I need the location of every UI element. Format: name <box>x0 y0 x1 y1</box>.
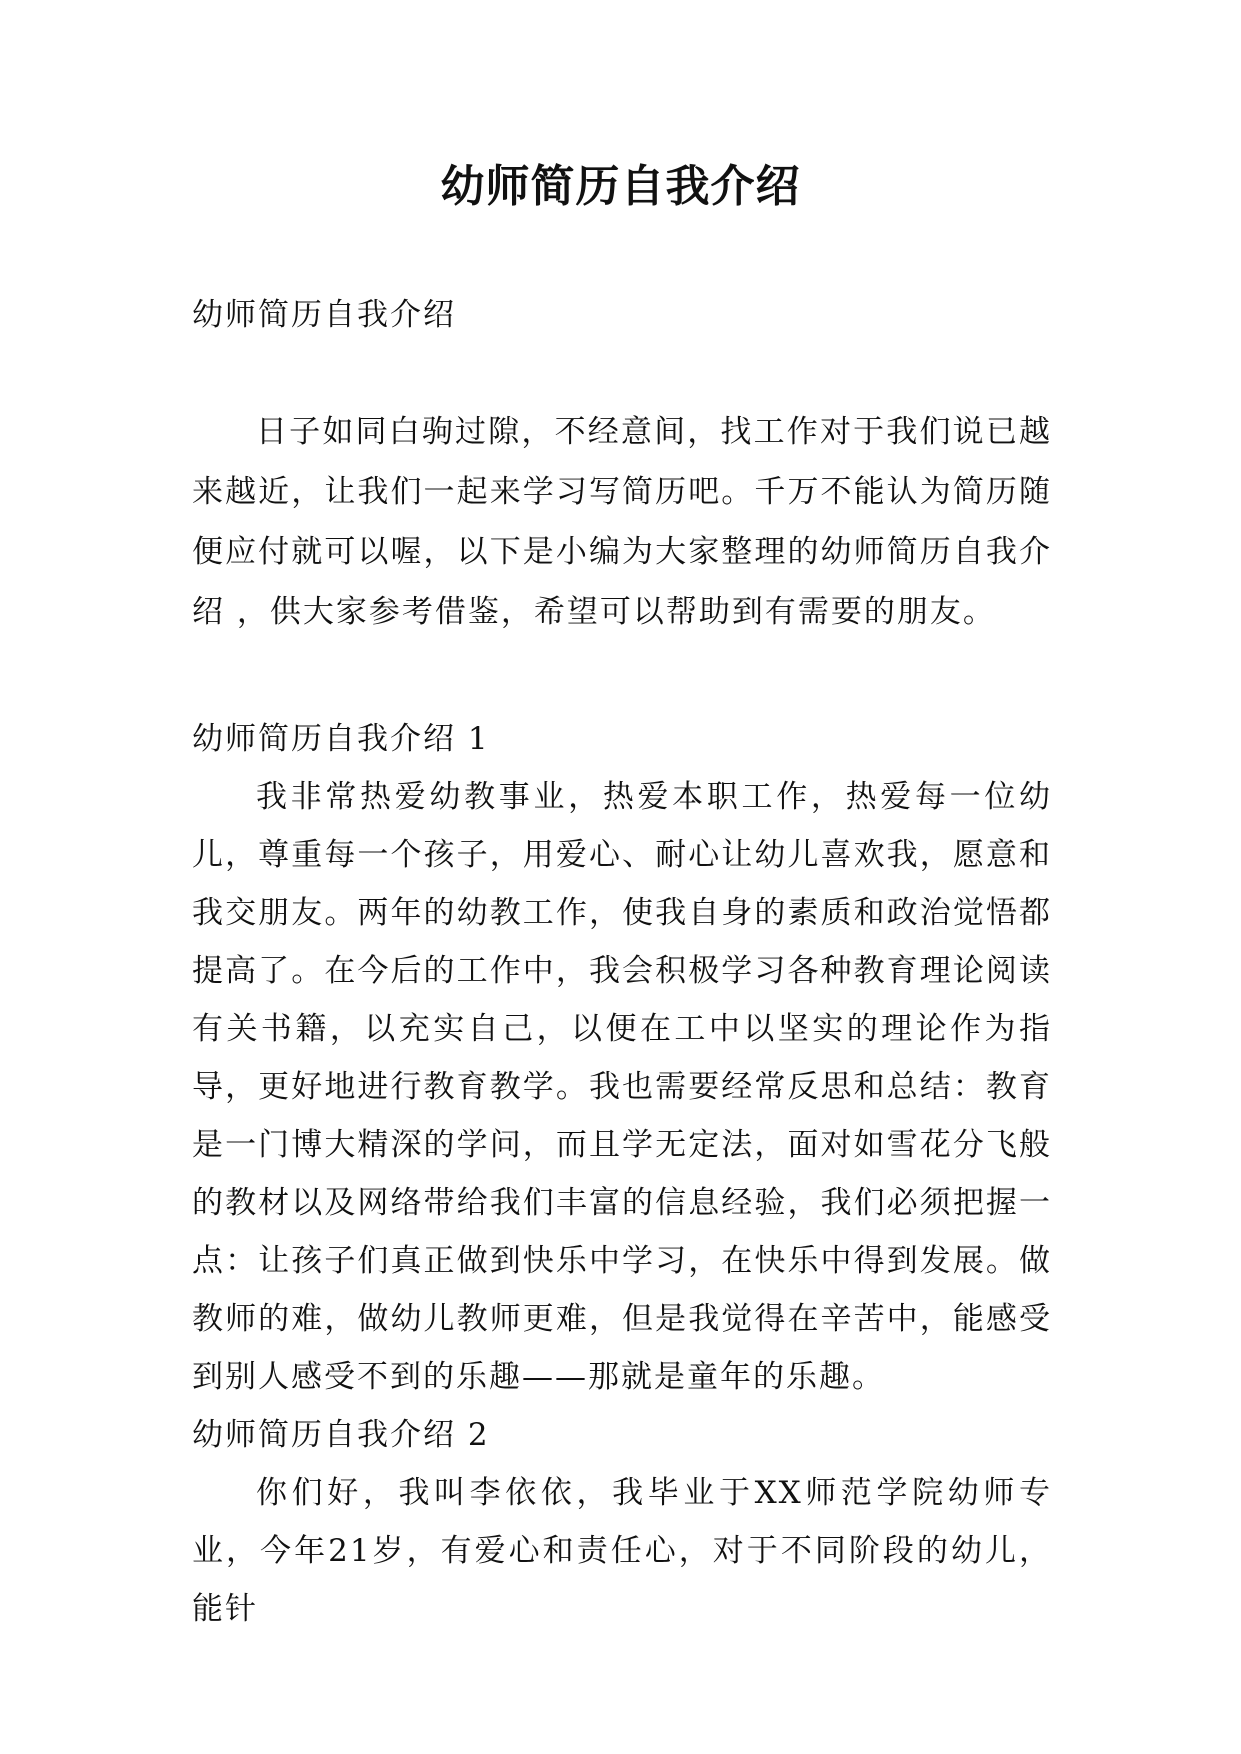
section-heading-2: 幼师简历自我介绍 2 <box>192 1417 490 1453</box>
section-body-2: 你们好，我叫李依依，我毕业于XX师范学院幼师专业，今年21岁，有爱心和责任心，对于不同阶段的幼儿，能针 <box>192 1475 1052 1627</box>
section-heading-1: 幼师简历自我介绍 1 <box>192 721 490 757</box>
intro-paragraph: 日子如同白驹过隙，不经意间，找工作对于我们说已越来越近，让我们一起来学习写简历吧。千万不能认为简历随便应付就可以喔，以下是小编为大家整理的幼师简历自我介绍 ，供大家参考借鉴，希望可以帮助到有需要的朋友。 <box>192 414 1052 630</box>
document-content <box>192 285 1052 1638</box>
section-body-1: 我非常热爱幼教事业，热爱本职工作，热爱每一位幼儿，尊重每一个孩子，用爱心、耐心让幼儿喜欢我，愿意和我交朋友。两年的幼教工作，使我自身的素质和政治觉悟都提高了。在今后的工作中，我会积极学习各种教育理论阅读有关书籍，以充实自己，以便在工中以坚实的理论作为指导，更好地进行教育教学。我也需要经常反思和总结：教育是一门博大精深的学问，而且学无定法，面对如雪花分飞般的教材以及网络带给我们丰富的信息经验，我们必须把握一点：让孩子们真正做到快乐中学习，在快乐中得到发展。做教师的难，做幼儿教师更难，但是我觉得在辛苦中，能感受到别人感受不到的乐趣——那就是童年的乐趣。 <box>192 779 1052 1395</box>
document-subtitle: 幼师简历自我介绍 <box>192 297 456 333</box>
page-title: 幼师简历自我介绍 <box>440 161 801 212</box>
